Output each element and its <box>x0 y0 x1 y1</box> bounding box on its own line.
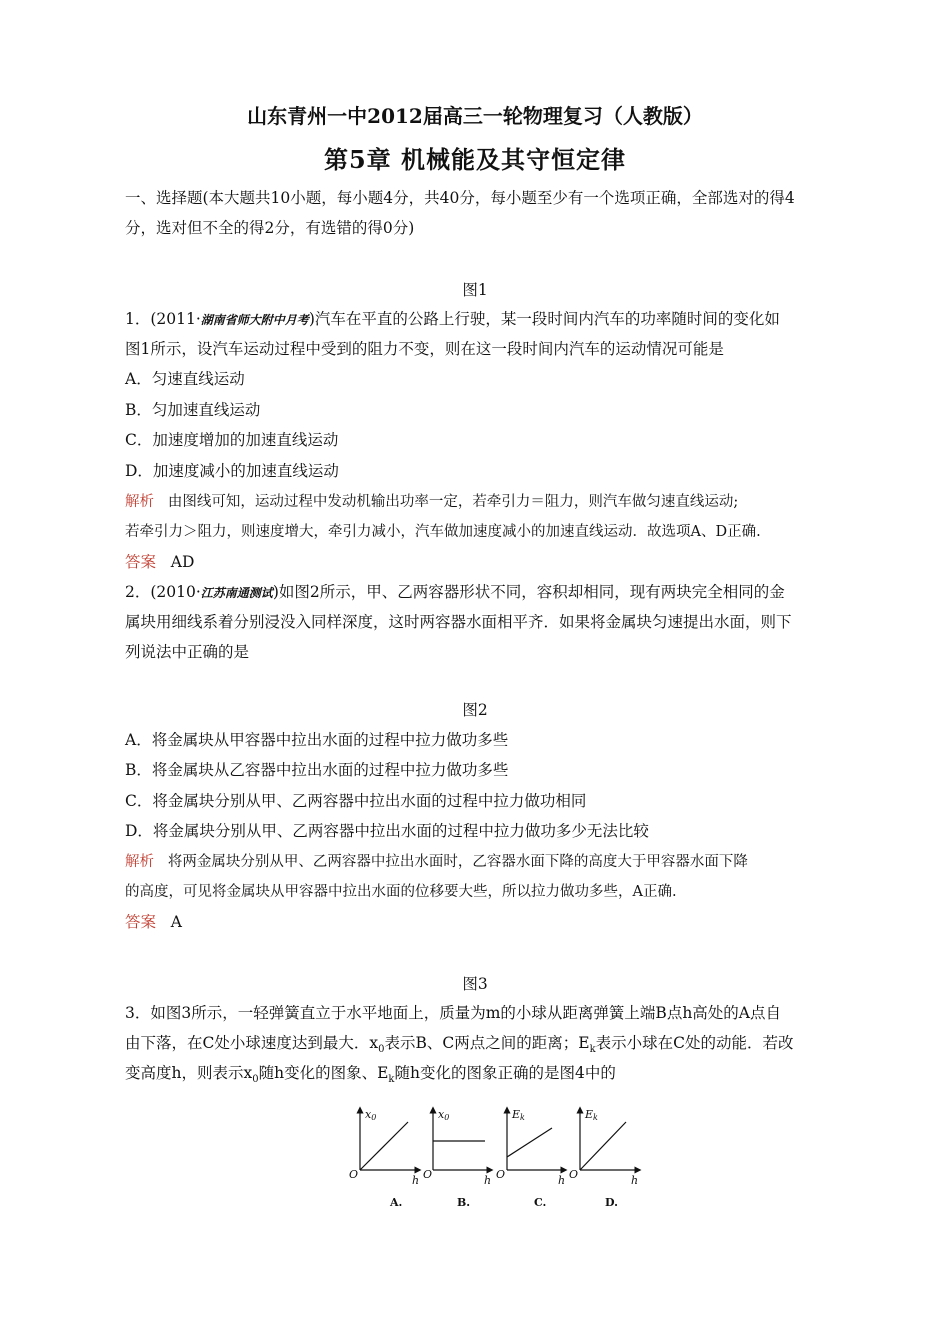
graph-a-y-axis: x0 <box>365 1108 377 1122</box>
q2-solution-line2: 的高度，可见将金属块从甲容器中拉出水面的位移要大些，所以拉力做功多些，A正确. <box>125 884 677 900</box>
q3-sub-0: 0 <box>378 1044 385 1056</box>
q3-stem-text3c: 随h变化的图象正确的是图4中的 <box>394 1064 616 1082</box>
q2-stem-line2: 属块用细线系着分别浸没入同样深度，这时两容器水面相平齐．如果将金属块匀速提出水面，则下 <box>125 613 792 631</box>
q1-option-a: A．匀速直线运动 <box>125 370 245 388</box>
graph-b <box>423 1108 491 1209</box>
q1-solution-line1 <box>125 487 865 517</box>
section-heading-line1: 一、选择题(本大题共10小题，每小题4分，共40分，每小题至少有一个选项正确，全部选对的得4 <box>125 189 795 207</box>
graph-b-origin: O <box>423 1168 433 1181</box>
graph-d <box>569 1108 638 1209</box>
q1-stem-text1: )汽车在平直的公路上行驶，某一段时间内汽车的功率随时间的变化如 <box>308 310 780 328</box>
section-heading-line2: 分，选对但不全的得2分，有选错的得0分) <box>125 219 415 237</box>
q2-stem-line1 <box>125 577 865 608</box>
q2-source: 江苏南通测试 <box>200 586 273 600</box>
q1-option-b: B．匀加速直线运动 <box>125 401 261 419</box>
graph-d-label: D. <box>605 1196 618 1209</box>
q2-solution-line1 <box>125 847 865 877</box>
q1-solution-text1: 由图线可知，运动过程中发动机输出功率一定，若牵引力＝阻力，则汽车做匀速直线运动; <box>167 494 739 510</box>
graph-c <box>496 1108 565 1209</box>
q1-option-c: C．加速度增加的加速直线运动 <box>125 431 339 449</box>
q1-solution-line2: 若牵引力＞阻力，则速度增大，牵引力减小，汽车做加速度减小的加速直线运动．故选项A、D正确. <box>125 524 761 540</box>
q1-stem-line2: 图1所示，设汽车运动过程中受到的阻力不变，则在这一段时间内汽车的运动情况可能是 <box>125 340 724 358</box>
q2-answer <box>125 907 865 937</box>
q1-source: 湖南省师大附中月考 <box>200 313 309 327</box>
q1-solution-label: 解析 <box>125 494 154 510</box>
q1-stem-line1 <box>125 304 865 335</box>
graph-c-label: C. <box>534 1196 547 1209</box>
figure-2-caption: 图2 <box>462 701 488 719</box>
graph-c-origin: O <box>496 1168 506 1181</box>
graph-a-label: A. <box>390 1196 403 1209</box>
q2-stem-line3: 列说法中正确的是 <box>125 643 250 661</box>
q2-solution-label: 解析 <box>125 854 154 870</box>
graph-c-x-axis: h <box>558 1174 566 1187</box>
q2-option-b: B．将金属块从乙容器中拉出水面的过程中拉力做功多些 <box>125 761 509 779</box>
graph-d-x-axis: h <box>631 1174 639 1187</box>
q2-stem-text1: )如图2所示，甲、乙两容器形状不同，容积却相同，现有两块完全相同的金 <box>272 583 785 601</box>
q2-number: 2．(2010· <box>125 583 201 601</box>
graph-d-origin: O <box>569 1168 579 1181</box>
q1-answer-label: 答案 <box>125 553 157 571</box>
figure-3-caption: 图3 <box>462 975 488 993</box>
graph-b-x-axis: h <box>484 1174 492 1187</box>
q1-number: 1．(2011· <box>125 310 201 328</box>
graph-a-x-axis: h <box>412 1174 420 1187</box>
q3-stem-text2b: 表示B、C两点之间的距离；E <box>384 1034 590 1052</box>
graph-b-y-axis: x0 <box>438 1108 450 1122</box>
graph-a-origin: O <box>349 1168 359 1181</box>
graph-d-y-axis: Ek <box>585 1108 598 1122</box>
graph-b-label: B. <box>457 1196 471 1209</box>
q2-option-a: A．将金属块从甲容器中拉出水面的过程中拉力做功多些 <box>125 731 509 749</box>
q3-stem-line1: 3．如图3所示，一轻弹簧直立于水平地面上，质量为m的小球从距离弹簧上端B点h高处的A点自 <box>125 1004 781 1022</box>
q1-option-d: D．加速度减小的加速直线运动 <box>125 462 339 480</box>
q2-option-c: C．将金属块分别从甲、乙两容器中拉出水面的过程中拉力做功相同 <box>125 792 587 810</box>
q1-answer-value: AD <box>170 553 195 571</box>
graph-c-y-axis: Ek <box>512 1108 525 1122</box>
q2-answer-value: A <box>170 913 182 931</box>
q2-solution-text1: 将两金属块分别从甲、乙两容器中拉出水面时，乙容器水面下降的高度大于甲容器水面下降 <box>167 854 748 870</box>
q2-option-d: D．将金属块分别从甲、乙两容器中拉出水面的过程中拉力做功多少无法比较 <box>125 822 649 840</box>
q3-stem-text3b: 随h变化的图象、E <box>258 1064 389 1082</box>
q3-stem-text2c: 表示小球在C处的动能．若改 <box>595 1034 794 1052</box>
q3-sub-kb: k <box>388 1074 395 1086</box>
figure-1-caption: 图1 <box>462 281 488 299</box>
document-title: 山东青州一中2012届高三一轮物理复习（人教版） <box>247 104 703 128</box>
q1-answer <box>125 547 865 577</box>
q3-stem-line3 <box>125 1058 865 1095</box>
q2-answer-label: 答案 <box>125 913 157 931</box>
chapter-title: 第5章 机械能及其守恒定律 <box>323 145 627 174</box>
q3-sub-k: k <box>589 1044 596 1056</box>
q3-stem-text3a: 变高度h，则表示x <box>125 1064 253 1082</box>
q3-sub-0b: 0 <box>252 1074 259 1086</box>
figure-4-graphs <box>340 1100 650 1215</box>
graph-a <box>349 1108 419 1209</box>
q3-stem-text2a: 由下落，在C处小球速度达到最大．x <box>125 1034 379 1052</box>
